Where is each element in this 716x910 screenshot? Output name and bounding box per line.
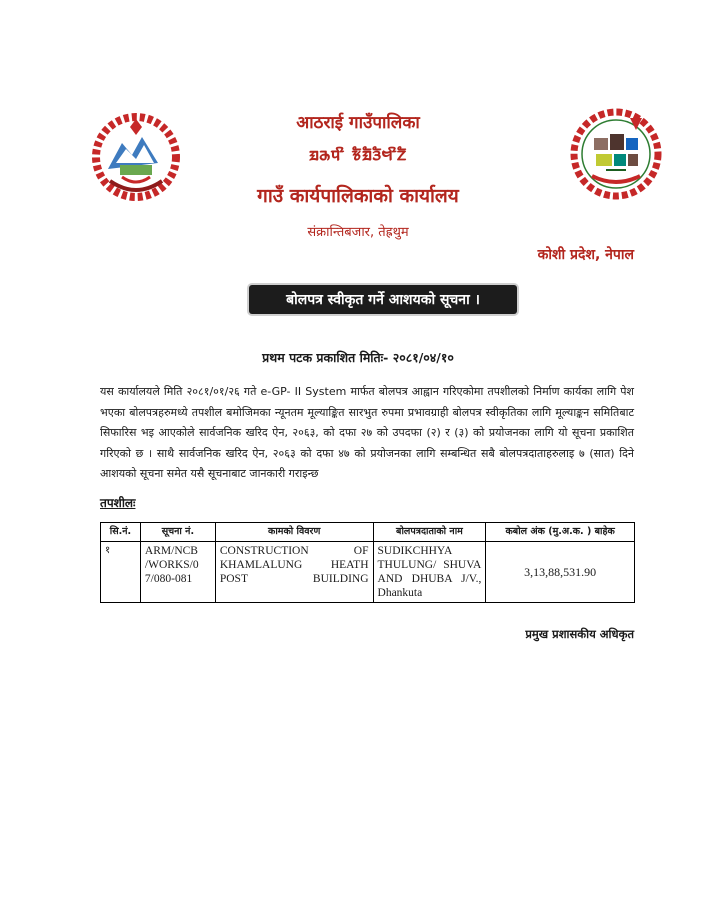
col-header-bidder: बोलपत्रदाताको नाम — [373, 523, 486, 542]
municipality-name: आठराई गाउँपालिका — [296, 113, 420, 133]
signature-title: प्रमुख प्रशासकीय अधिकृत — [525, 627, 634, 641]
col-header-sn: सि.नं. — [101, 523, 141, 542]
col-header-description: कामको विवरण — [215, 523, 373, 542]
table-header-row — [101, 523, 635, 542]
col-header-amount: कबोल अंक (मु.अ.क. ) बाहेक — [486, 523, 635, 542]
cell-amount: 3,13,88,531.90 — [486, 542, 635, 603]
cell-description: CONSTRUCTION OF KHAMLALUNG HEATH POST BUILDING — [215, 542, 373, 603]
cell-sn: १ — [101, 542, 141, 603]
office-name: गाउँ कार्यपालिकाको कार्यालय — [257, 185, 459, 207]
office-address: संक्रान्तिबजार, तेह्रथुम — [307, 225, 409, 240]
bid-table — [100, 522, 635, 603]
col-header-notice-no: सूचना नं. — [140, 523, 215, 542]
municipality-emblem-icon — [570, 108, 662, 200]
details-label: तपशीलः — [100, 496, 136, 510]
notice-title: बोलपत्र स्वीकृत गर्ने आशयको सूचना । — [249, 285, 517, 314]
cell-notice-no: ARM/NCB /WORKS/0 7/080-081 — [140, 542, 215, 603]
notice-body: यस कार्यालयले मिति २०८१/०१/२६ गते e-GP- II System मार्फत बोलपत्र आह्वान गरिएकोमा तपशीलको निर्माण कार्यका लागि पेश भएका बोलपत्रहरुमध्ये तपशील बमोजिमका न्यूनतम मूल्याङ्कित सारभुत रुपमा प्रभावग्राही बोलपत्र स्वीकृतिका लागि मूल्याङ्कन समितिबाट सिफारिस भइ आएकोले सार्वजनिक खरिद ऐन, २०६३, को दफा २७ को उपदफा (२) र (३) को प्रयोजनका लागि यो सूचना प्रकाशित गरिएको छ । साथै सार्वजनिक खरिद ऐन, २०६३ को दफा ४७ को प्रयोजनका लागि सम्बन्धित सबै बोलपत्रदाताहरुलाइ ७ (सात) दिने आशयको सूचना समेत यसै सूचनाबाट जानकारी गराइन्छ — [100, 385, 634, 481]
cell-bidder: SUDIKCHHYA THULUNG/ SHUVA AND DHUBA J/V., Dhankuta — [373, 542, 486, 603]
nepal-emblem-icon — [92, 113, 180, 201]
table-row — [101, 542, 635, 603]
publish-date: प्रथम पटक प्रकाशित मितिः- २०८१/०४/१० — [262, 350, 454, 365]
province-label: कोशी प्रदेश, नेपाल — [537, 247, 634, 263]
municipality-name-limbu: ᤀᤌᤄᤡ ᤃᤠᤀᤠᤋᤠᤗᤡᤁᤠ — [308, 143, 408, 165]
